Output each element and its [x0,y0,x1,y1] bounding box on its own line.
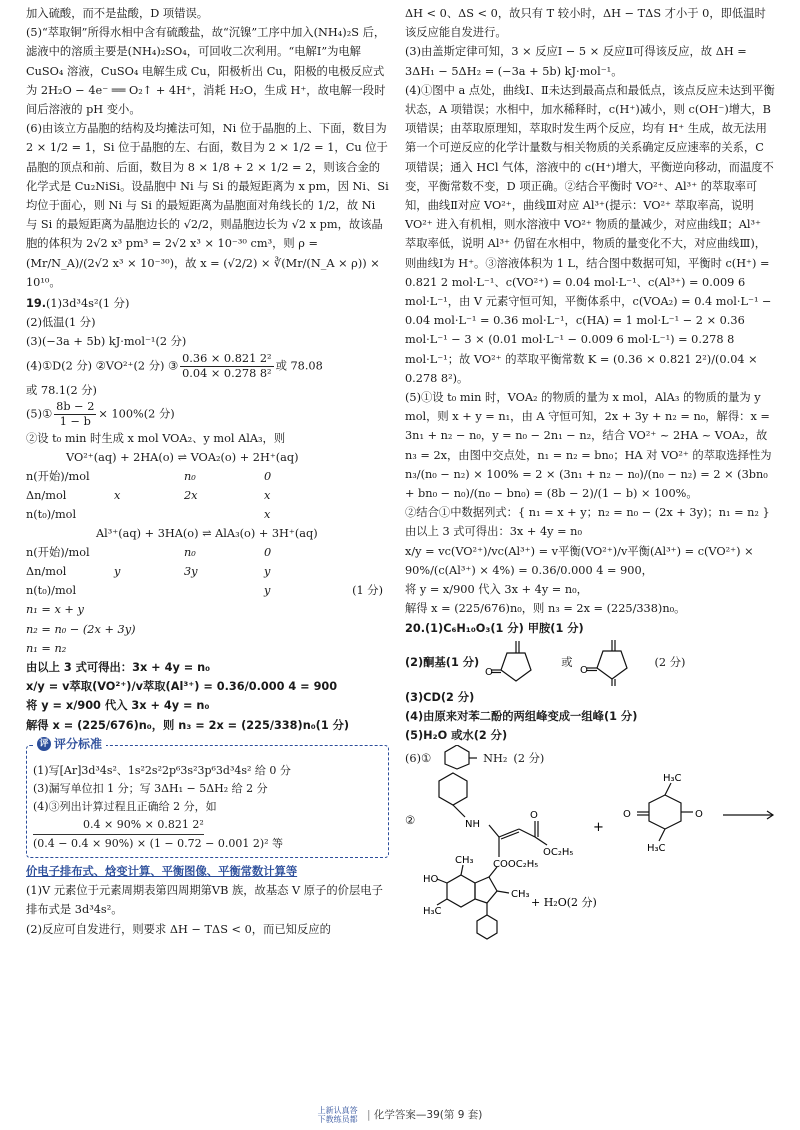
answer-19-5-tail: × 100%(2 分) [98,407,175,421]
answer-19-4-label: (4)①D(2 分) ②VO²⁺(2 分) ③ [26,359,179,373]
o-label: O [695,809,703,821]
relation-n3: n₁ = n₂ [26,641,67,655]
o-label: O [530,810,538,822]
answer-20-6-label: (6)① [405,751,432,765]
scoring-criteria-title [33,735,106,753]
right-para-7: x/y = vc(VO²⁺)/vc(Al³⁺) = v平衡(VO²⁺)/v平衡(Al³⁺) = c(VO²⁺) × 90%/(c(Al³⁺) × 4%) = 0.36/0.000 4 = 900， [405,544,754,577]
criteria-title-text: 评分标准 [54,736,103,751]
oc2h5-label: OC₂H₅ [543,847,574,859]
k-fraction [180,352,273,381]
right-para-5: ②结合①中数据列式：{ n₁ = x + y；n₂ = n₀ − (2x + 3y)；n₁ = n₂ } [405,506,770,520]
ice-al3-cell: 3y [184,565,198,579]
right-para-6: 由以上 3 式可得出：3x + 4y = n₀ [405,525,582,539]
answer-19-5-label: (5)① [26,407,53,421]
relation-n1: n₁ = x + y [26,603,84,617]
logo-top-text: 上新认真答 [317,1106,358,1115]
ice-al3-cell: y [114,565,121,579]
ice-al3-cell: n(开始)/mol [26,546,90,560]
ho-label: HO [423,874,439,886]
o-label: O [579,664,588,676]
answer-20-6-2 [405,771,775,941]
criteria-line-1: (1)写[Ar]3d³4s²、1s²2s²2p⁶3s²3p⁶3d³4s² 给 0 分 [33,763,291,777]
ice-vo2-cell: Δn/mol [26,489,67,503]
ch3-label: CH₃ [511,889,530,901]
ice-vo2-cell: 2x [184,489,198,503]
quinone-reactant [637,783,693,841]
selectivity-numerator: 8b − 2 [56,399,95,413]
answer-20-2-label: (2)酮基(1 分) [405,656,480,670]
ice-vo2-cell: n₀ [184,470,196,484]
criteria-line-4: 0.4 × 90% × 0.821 2² [33,816,204,835]
ice-al3-cell: y [264,565,271,579]
knowledge-points [26,862,389,881]
h3c-label: H₃C [423,906,442,918]
criteria-line-5: (0.4 − 0.4 × 90%) × (1 − 0.72 − 0.001 2)² 等 [33,836,284,850]
o-label: O [623,809,631,821]
paragraph-6-crystal-cell: (6)由该立方晶胞的结构及均摊法可知，Ni 位于晶胞的上、下面，数目为 2 × 1/2 = 1，Si 位于晶胞的左、右面，数目为 2 × 1/2 = 1，Cu 位于晶胞的顶点和前、后面，数目为 8 × 1/8 + 2 × 1/2 = 2，则该合金的化学式是 Cu₂NiSi。设晶胞中 Ni 与 Si 的最短距离为 x pm，因 Ni、Si 均位于面心，则 Ni 与 Si 的最短距离为晶胞面对角线长的 1/2，故 Ni 与 Si 的最短距离为晶胞边长的 √2/2，则晶胞边长为 √2 x pm，故该晶胞的体积为 2√2 x³ pm³ = 2√2 x³ × 10⁻³⁰ cm³，则 ρ = (Mr/N_A)/(2√2 x³ × 10⁻³⁰)，故 x = (√2/2) × ∛(Mr/(N_A × ρ)) × 10¹⁰。 [26,122,389,289]
ice-al3-cell: n₀ [184,546,196,560]
right-para-1: ΔH < 0、ΔS < 0，故只有 T 较小时，ΔH − TΔS 才小于 0，即低温时该反应能自发进行。 [405,7,766,40]
answer-20-5: (5)H₂O 或水(2 分) [405,729,508,743]
ice-al3-cell: n(t₀)/mol [26,584,77,598]
ice-vo2-cell: n(t₀)/mol [26,508,77,522]
equation-vo2: VO²⁺(aq) + 2HA(o) ⇌ VOA₂(o) + 2H⁺(aq) [66,451,299,465]
ice-al3-cell: y [264,584,271,598]
scoring-criteria-box [26,736,389,858]
question-number: 19. [26,297,47,311]
aniline-structure [437,745,477,771]
answer-20-2-score: (2 分) [654,656,686,670]
ice-vo2-cell: n(开始)/mol [26,470,90,484]
answer-19-4-alt2: 或 78.1(2 分) [26,383,97,397]
right-para-2: (3)由盖斯定律可知，3 × 反应Ⅰ − 5 × 反应Ⅱ可得该反应，故 ΔH = 3ΔH₁ − 5ΔH₂ = (−3a + 5b) kJ·mol⁻¹。 [405,45,747,78]
answer-20-6-2-label: ② [405,814,416,828]
answer-20-1: 20.(1)C₆H₁₀O₃(1 分) 甲胺(1 分) [405,621,584,635]
right-column [405,4,775,941]
publisher-logo [318,1106,358,1124]
answer-19-2: (2)低温(1 分) [26,316,96,330]
cooc2h5-label: COOC₂H₅ [493,859,539,871]
right-para-3: (4)①图中 a 点处，曲线Ⅰ、Ⅱ未达到最高点和最低点，该点反应未达到平衡状态，A 项错误；水相中，加水稀释时，c(H⁺)减小，则 c(OH⁻)增大，B 项错误；由萃取原理知，萃取时发生两个反应，均有 H⁺ 生成，故无法用第一个可逆反应的化学计量数与相关物质的关系确定反应速率的关系，C 项错误；通入 HCl 气体，溶液中的 c(H⁺)增大，平衡逆向移动，而温度不变，平衡常数不变，D 项正确。②结合平衡时 VO²⁺、Al³⁺ 的萃取率可知，曲线Ⅱ对应 VO²⁺，曲线Ⅲ对应 Al³⁺(提示：VO²⁺ 萃取率高，说明 VO²⁺ 进入有机相，则水溶液中 VO²⁺ 物质的量减少，对应曲线Ⅱ；Al³⁺ 萃取率低，说明 Al³⁺ 仍留在水相中，物质的量变化不大，对应曲线Ⅲ)，则曲线Ⅰ为 H⁺。③溶液体积为 1 L，结合图中数据可知，平衡时 c(H⁺) = 0.821 2 mol·L⁻¹、c(VO²⁺) = 0.04 mol·L⁻¹、c(Al³⁺) = 0.009 6 mol·L⁻¹，由 V 元素守恒可知，平衡体系中，c(VOA₂) = 0.4 mol·L⁻¹ − 0.04 mol·L⁻¹ = 0.36 mol·L⁻¹，c(HA) = 1 mol·L⁻¹ − 2 × 0.36 mol·L⁻¹ − 3 × (0.01 mol·L⁻¹ − 0.009 6 mol·L⁻¹) = 0.278 8 mol·L⁻¹；故 VO²⁺ 的萃取平衡常数 K = (0.36 × 0.821 2²)/(0.04 × 0.278 8²)。 [405,83,775,385]
ice-vo2-cell: x [264,508,271,522]
h3c-label: H₃C [647,843,666,855]
answer-19-1: (1)3d³4s²(1 分) [46,297,130,311]
h3c-label: H₃C [663,773,682,785]
cyclopentenone-structure-2 [579,639,649,687]
indole-product [437,865,509,939]
ch3-label: CH₃ [455,855,474,867]
paragraph-5-copper-extraction: (5)“萃取铜”所得水相中含有硫酸盐，故“沉镍”工序中加入(NH₄)₂S 后，滤液中的溶质主要是(NH₄)₂SO₄，可回收二次利用。“电解Ⅰ”为电解 CuSO₄ 溶液，CuSO₄ 电解生成 Cu，阳极析出 Cu，阳极的电极反应式为 2H₂O − 4e⁻ ══ O₂↑ + 4H⁺，消耗 H₂O，生成 H⁺，故电解一段时间后溶液的 pH 变小。 [26,26,386,117]
ice-vo2-cell [114,467,184,486]
ice-al3-cell: Δn/mol [26,565,67,579]
reaction-scheme [423,771,783,941]
score-mark: (1 分) [352,584,383,598]
ice-vo2-cell [114,505,184,524]
right-para-4: (5)①设 t₀ min 时，VOA₂ 的物质的量为 x mol，AlA₃ 的物质的量为 y mol，则 x + y = n₁，由 A 守恒可知，2x + 3y + n₂ = n₀，解得：x = 3n₁ + n₂ − n₀，y = n₀ − 2n₁ − n₂，结合 VO²⁺ ~ 2HA ~ VOA₂，故 n₃ = 2x，由图中交点处，n₁ = n₂ = bn₀；HA 对 VO²⁺ 的萃取选择性为 n₃/(n₀ − n₂) × 100% = 2 × (3n₁ + n₂ − n₀)/(n₀ − n₂) = 2 × (3bn₀ + bn₀ − n₀)/(n₀ − bn₀) = (8b − 2)/(1 − b) × 100%。 [405,391,772,501]
logo-bottom-text: 下教练员都 [317,1115,358,1124]
explanation-1: (1)V 元素位于元素周期表第四周期第ⅤB 族，故基态 V 原子的价层电子排布式是 3d³4s²。 [26,884,383,917]
or-text: 或 [561,656,573,670]
answer-20-6-1 [405,745,775,771]
ice-al3-cell [114,543,184,562]
knowledge-points-text: 价电子排布式、焓变计算、平衡图像、平衡常数计算等 [26,864,298,878]
o-label: O [485,666,494,678]
answer-19-heading [26,294,389,313]
answer-20-3: (3)CD(2 分) [405,690,475,704]
criteria-line-2: (3)漏写单位扣 1 分；写 3ΔH₁ − 5ΔH₂ 给 2 分 [33,781,268,795]
nh-label: NH [465,819,480,831]
selectivity-fraction [54,400,96,429]
ice-vo2-cell: x [114,489,121,503]
footer-page-label: 化学答案—39(第 9 套) [373,1109,483,1121]
left-column [26,4,389,939]
ice-table-al3 [26,543,389,600]
k-denominator: 0.04 × 0.278 8² [182,366,272,380]
selectivity-denominator: 1 − b [59,414,91,428]
nh2-label: NH₂ [483,751,508,765]
answer-20-4: (4)由原来对苯二酚的两组峰变成一组峰(1 分) [405,709,638,723]
ice-table-vo2 [26,467,389,524]
answer-19-4 [26,352,389,381]
cyclopentenone-structure-1 [485,639,555,687]
substitution-line: 将 y = x/900 代入 3x + 4y = n₀ [26,699,210,713]
k-numerator: 0.36 × 0.821 2² [182,351,272,365]
right-para-9: 解得 x = (225/676)n₀，则 n₃ = 2x = (225/338)n₀。 [405,602,686,616]
answer-19-4-alt: 或 78.08 [275,359,323,373]
plus-sign: + [593,820,604,836]
right-para-8: 将 y = x/900 代入 3x + 4y = n₀， [405,583,588,597]
ice-al3-cell: 0 [264,546,272,560]
ice-vo2-cell [184,505,264,524]
answer-19-3: (3)(−3a + 5b) kJ·mol⁻¹(2 分) [26,335,187,349]
text-line: 加入硫酸，而不是盐酸，D 项错误。 [26,7,209,20]
page-footer: 上新认真答 下教练员都 | 化学答案—39(第 9 套) [317,1106,483,1124]
explanation-2: (2)反应可自发进行，则要求 ΔH − TΔS < 0，而已知反应的 [26,922,331,936]
solution-line: 解得 x = (225/676)n₀，则 n₃ = 2x = (225/338)n₀(1 分) [26,718,350,732]
ratio-line: x/y = v萃取(VO²⁺)/v萃取(Al³⁺) = 0.36/0.000 4 = 900 [26,680,338,694]
ice-vo2-cell: x [264,489,271,503]
answer-20-6-score: (2 分) [513,751,545,765]
derivation-line: 由以上 3 式可得出：3x + 4y = n₀ [26,661,211,675]
ice-al3-cell [114,581,184,600]
relation-n2: n₂ = n₀ − (2x + 3y) [26,622,136,636]
answer-20-2 [405,638,775,688]
criteria-icon: 评 [37,737,51,751]
answer-19-5 [26,400,389,429]
answer-19-5-setup: ②设 t₀ min 时生成 x mol VOA₂、y mol AlA₃，则 [26,431,286,445]
ice-al3-cell [184,581,264,600]
criteria-line-3: (4)③列出计算过程且正确给 2 分，如 [33,799,217,813]
equation-al3: Al³⁺(aq) + 3HA(o) ⇌ AlA₃(o) + 3H⁺(aq) [96,527,318,541]
water-product-text: + H₂O(2 分) [531,896,597,910]
ice-vo2-cell: 0 [264,470,272,484]
